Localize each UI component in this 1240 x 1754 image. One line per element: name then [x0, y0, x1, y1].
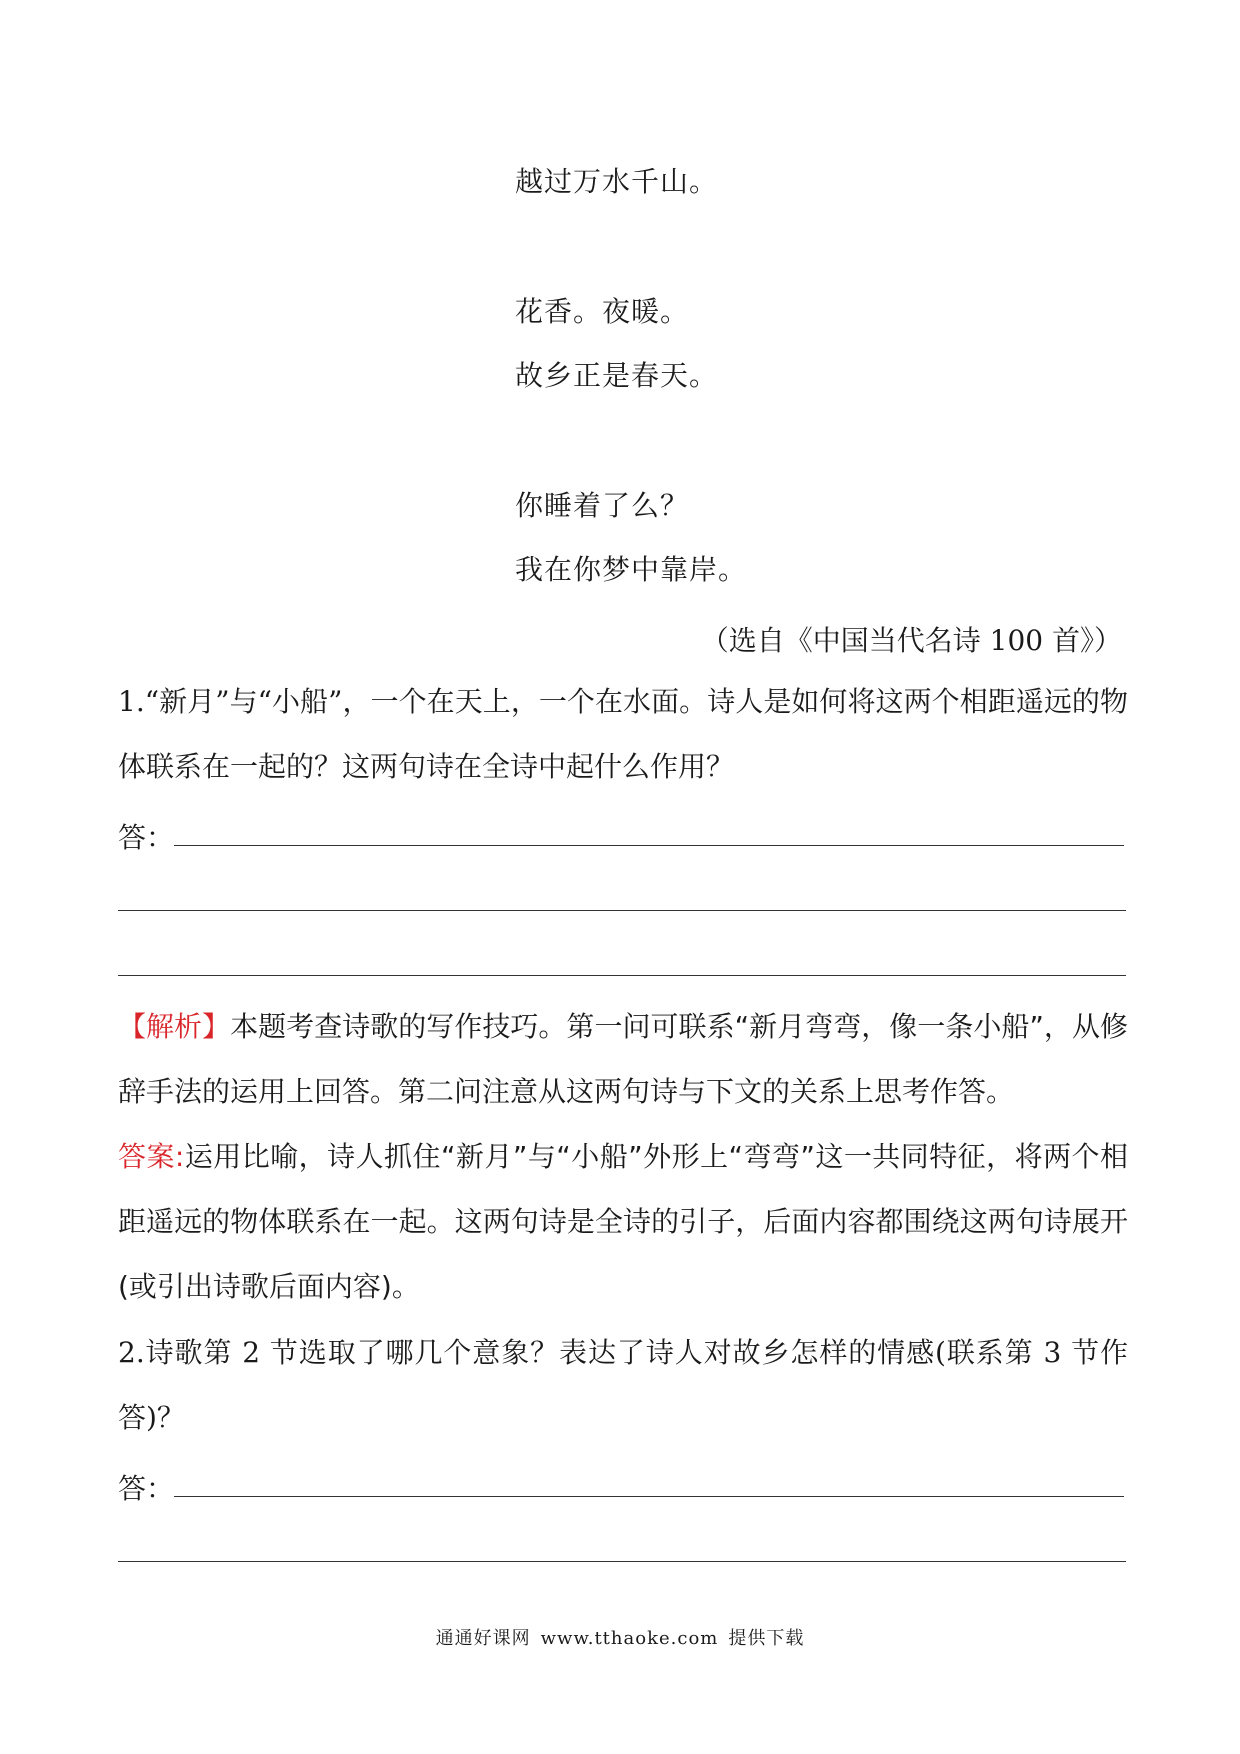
poem-line: 我在你梦中靠岸。 — [515, 553, 748, 586]
analysis-paragraph — [118, 994, 1128, 1124]
poem — [515, 150, 1115, 602]
analysis-text: 本题考查诗歌的写作技巧。第一问可联系“新月弯弯，像一条小船”，从修辞手法的运用上回答。第二问注意从这两句诗与下文的关系上思考作答。 — [118, 1010, 1128, 1108]
answer-blank-line[interactable] — [118, 910, 1126, 911]
answer-row — [118, 1450, 1128, 1515]
answer-blank-line[interactable] — [174, 1496, 1124, 1497]
poem-line: 你睡着了么？ — [515, 489, 690, 522]
footer-url[interactable]: www.tthaoke.com — [540, 1628, 719, 1649]
answer-label: 答案: — [118, 1140, 185, 1173]
stanza-gap — [515, 408, 1115, 474]
answer-blank-line[interactable] — [118, 975, 1126, 976]
answer-row — [118, 1515, 1128, 1580]
answer-blank-line[interactable] — [174, 845, 1124, 846]
answer-row — [118, 864, 1128, 929]
question-2-text: 2.诗歌第 2 节选取了哪几个意象？表达了诗人对故乡怎样的情感(联系第 3 节作答)？ — [118, 1336, 1128, 1434]
analysis-block — [118, 994, 1128, 1319]
question-1-text: 1.“新月”与“小船”，一个在天上，一个在水面。诗人是如何将这两个相距遥远的物体联系在一起的？这两句诗在全诗中起什么作用？ — [118, 685, 1128, 783]
poem-source: （选自《中国当代名诗 100 首》） — [700, 624, 1122, 657]
question-2-block — [118, 1320, 1128, 1580]
footer-site-name: 通通好课网 — [435, 1628, 531, 1649]
answer-text: 运用比喻，诗人抓住“新月”与“小船”外形上“弯弯”这一共同特征，将两个相距遥远的物体联系在一起。这两句诗是全诗的引子，后面内容都围绕这两句诗展开(或引出诗歌后面内容)。 — [118, 1140, 1128, 1303]
poem-line: 越过万水千山。 — [515, 165, 719, 198]
question-1-block — [118, 669, 1128, 994]
answer-blank-line[interactable] — [118, 1561, 1126, 1562]
answer-paragraph — [118, 1124, 1128, 1319]
page-footer — [0, 1624, 1240, 1650]
answer-row — [118, 929, 1128, 994]
answer-prefix: 答： — [118, 1472, 175, 1505]
answer-row — [118, 799, 1128, 864]
poem-line: 故乡正是春天。 — [515, 359, 719, 392]
footer-download-text: 提供下载 — [728, 1628, 805, 1649]
stanza-gap — [515, 214, 1115, 280]
analysis-label: 【解析】 — [118, 1010, 231, 1043]
answer-prefix: 答： — [118, 821, 175, 854]
poem-line: 花香。夜暖。 — [515, 295, 690, 328]
